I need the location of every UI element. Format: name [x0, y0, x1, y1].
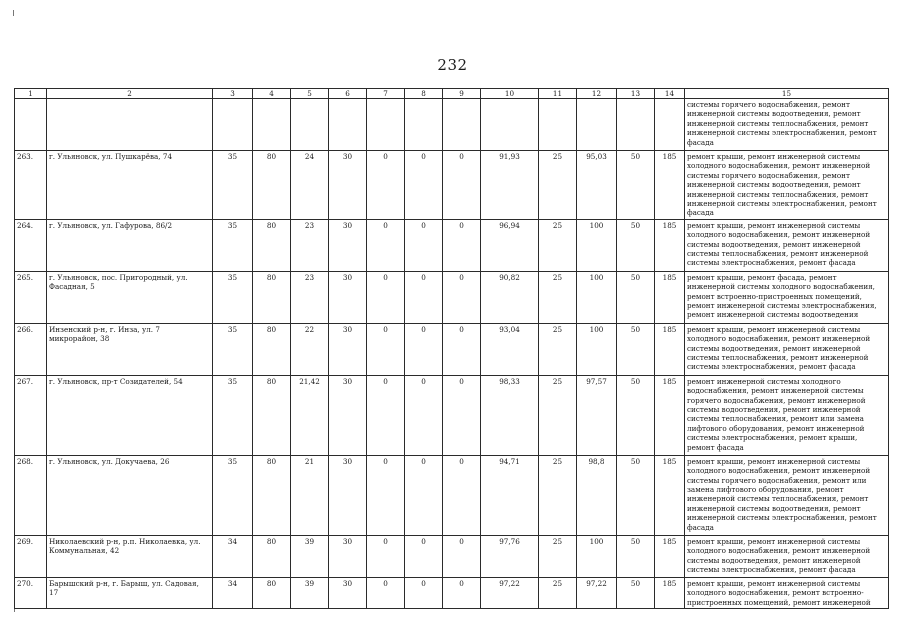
column-header: 3 — [213, 89, 253, 99]
value-cell: 0 — [405, 323, 443, 375]
value-cell: 0 — [405, 375, 443, 455]
cell — [655, 99, 685, 151]
value-cell: 25 — [539, 577, 577, 608]
cell — [405, 99, 443, 151]
value-cell: 100 — [577, 323, 617, 375]
value-cell: 0 — [367, 323, 405, 375]
address-cell: Барышский р-н, г. Барыш, ул. Садовая, 17 — [47, 577, 213, 608]
value-cell: 80 — [253, 375, 291, 455]
value-cell: 185 — [655, 323, 685, 375]
value-cell: 80 — [253, 577, 291, 608]
column-header: 6 — [329, 89, 367, 99]
cell — [47, 99, 213, 151]
value-cell: 30 — [329, 219, 367, 271]
cell — [291, 99, 329, 151]
column-header: 9 — [443, 89, 481, 99]
value-cell: 0 — [443, 375, 481, 455]
value-cell: 80 — [253, 455, 291, 535]
value-cell: 0 — [443, 323, 481, 375]
value-cell: 50 — [617, 219, 655, 271]
value-cell: 39 — [291, 577, 329, 608]
address-cell: г. Ульяновск, пр-т Созидателей, 54 — [47, 375, 213, 455]
value-cell: 30 — [329, 577, 367, 608]
value-cell: 0 — [367, 219, 405, 271]
value-cell: 185 — [655, 219, 685, 271]
value-cell: 80 — [253, 151, 291, 220]
value-cell: 50 — [617, 375, 655, 455]
value-cell: 97,76 — [481, 535, 539, 577]
value-cell: 94,71 — [481, 455, 539, 535]
table-row — [15, 375, 889, 455]
row-number: 270. — [15, 577, 47, 608]
row-number: 266. — [15, 323, 47, 375]
value-cell: 50 — [617, 323, 655, 375]
value-cell: 185 — [655, 577, 685, 608]
value-cell: 95,03 — [577, 151, 617, 220]
row-number: 263. — [15, 151, 47, 220]
value-cell: 185 — [655, 375, 685, 455]
value-cell: 35 — [213, 219, 253, 271]
works-cell: системы горячего водоснабжения, ремонт инженерной системы водоотведения, ремонт инженерной системы теплоснабжения, ремонт инженерной системы электроснабжения, ремонт фасада — [685, 99, 889, 151]
value-cell: 35 — [213, 323, 253, 375]
value-cell: 90,82 — [481, 271, 539, 323]
value-cell: 0 — [405, 271, 443, 323]
value-cell: 23 — [291, 219, 329, 271]
value-cell: 91,93 — [481, 151, 539, 220]
cell — [15, 99, 47, 151]
cell — [577, 99, 617, 151]
table-row-continuation — [15, 99, 889, 151]
cell — [253, 99, 291, 151]
value-cell: 39 — [291, 535, 329, 577]
value-cell: 35 — [213, 151, 253, 220]
works-cell: ремонт крыши, ремонт инженерной системы холодного водоснабжения, ремонт встроенно-пристроенных помещений, ремонт инженерной — [685, 577, 889, 608]
works-cell: ремонт крыши, ремонт инженерной системы холодного водоснабжения, ремонт инженерной системы горячего водоснабжения, ремонт или замена лифтового оборудования, ремонт инженерной системы теплоснабжения, ремонт инженерной системы водоотведения, ремонт инженерной системы электроснабжения, ремонт фасада — [685, 455, 889, 535]
row-number: 267. — [15, 375, 47, 455]
address-cell: Инзенский р-н, г. Инза, ул. 7 микрорайон, 38 — [47, 323, 213, 375]
cell — [329, 99, 367, 151]
value-cell: 35 — [213, 455, 253, 535]
cell — [367, 99, 405, 151]
column-header: 13 — [617, 89, 655, 99]
value-cell: 185 — [655, 535, 685, 577]
row-number: 269. — [15, 535, 47, 577]
table-row — [15, 219, 889, 271]
value-cell: 21,42 — [291, 375, 329, 455]
value-cell: 25 — [539, 151, 577, 220]
table-row — [15, 271, 889, 323]
cell — [213, 99, 253, 151]
column-header: 10 — [481, 89, 539, 99]
value-cell: 100 — [577, 219, 617, 271]
value-cell: 25 — [539, 271, 577, 323]
column-header: 11 — [539, 89, 577, 99]
value-cell: 25 — [539, 323, 577, 375]
capital-repair-table — [14, 88, 889, 609]
row-number: 265. — [15, 271, 47, 323]
scan-artifact — [13, 10, 14, 16]
value-cell: 25 — [539, 219, 577, 271]
value-cell: 0 — [443, 219, 481, 271]
value-cell: 23 — [291, 271, 329, 323]
table-row — [15, 323, 889, 375]
value-cell: 50 — [617, 535, 655, 577]
value-cell: 30 — [329, 323, 367, 375]
address-cell: г. Ульяновск, пос. Пригородный, ул. Фасадная, 5 — [47, 271, 213, 323]
value-cell: 34 — [213, 577, 253, 608]
value-cell: 0 — [405, 151, 443, 220]
column-header: 7 — [367, 89, 405, 99]
value-cell: 97,22 — [577, 577, 617, 608]
value-cell: 93,04 — [481, 323, 539, 375]
column-header: 12 — [577, 89, 617, 99]
value-cell: 25 — [539, 535, 577, 577]
value-cell: 25 — [539, 455, 577, 535]
value-cell: 0 — [443, 271, 481, 323]
table-row — [15, 577, 889, 608]
value-cell: 30 — [329, 375, 367, 455]
value-cell: 0 — [443, 535, 481, 577]
page-number: 232 — [437, 56, 468, 74]
table-row — [15, 535, 889, 577]
row-number: 264. — [15, 219, 47, 271]
works-cell: ремонт крыши, ремонт инженерной системы холодного водоснабжения, ремонт инженерной системы водоотведения, ремонт инженерной системы электроснабжения, ремонт фасада — [685, 535, 889, 577]
value-cell: 100 — [577, 535, 617, 577]
value-cell: 50 — [617, 151, 655, 220]
address-cell: г. Ульяновск, ул. Докучаева, 26 — [47, 455, 213, 535]
value-cell: 30 — [329, 151, 367, 220]
works-cell: ремонт крыши, ремонт инженерной системы холодного водоснабжения, ремонт инженерной системы горячего водоснабжения, ремонт инженерной системы водоотведения, ремонт инженерной системы теплоснабжения, ремонт инженерной системы электроснабжения, ремонт фасада — [685, 151, 889, 220]
column-header: 2 — [47, 89, 213, 99]
value-cell: 34 — [213, 535, 253, 577]
column-header: 5 — [291, 89, 329, 99]
value-cell: 97,57 — [577, 375, 617, 455]
value-cell: 0 — [443, 455, 481, 535]
column-header: 14 — [655, 89, 685, 99]
value-cell: 50 — [617, 577, 655, 608]
column-header: 4 — [253, 89, 291, 99]
value-cell: 100 — [577, 271, 617, 323]
value-cell: 50 — [617, 455, 655, 535]
works-cell: ремонт крыши, ремонт фасада, ремонт инженерной системы холодного водоснабжения, ремонт встроенно-пристроенных помещений, ремонт инженерной системы электроснабжения, ремонт инженерной системы водоотведения — [685, 271, 889, 323]
cell — [539, 99, 577, 151]
value-cell: 0 — [405, 455, 443, 535]
column-header: 15 — [685, 89, 889, 99]
value-cell: 80 — [253, 323, 291, 375]
value-cell: 185 — [655, 151, 685, 220]
value-cell: 35 — [213, 375, 253, 455]
value-cell: 24 — [291, 151, 329, 220]
value-cell: 0 — [405, 535, 443, 577]
value-cell: 0 — [367, 535, 405, 577]
value-cell: 25 — [539, 375, 577, 455]
column-header: 1 — [15, 89, 47, 99]
value-cell: 0 — [443, 577, 481, 608]
value-cell: 80 — [253, 271, 291, 323]
value-cell: 98,8 — [577, 455, 617, 535]
value-cell: 0 — [367, 375, 405, 455]
value-cell: 80 — [253, 535, 291, 577]
value-cell: 185 — [655, 455, 685, 535]
value-cell: 0 — [405, 577, 443, 608]
cell — [617, 99, 655, 151]
value-cell: 98,33 — [481, 375, 539, 455]
table-row — [15, 455, 889, 535]
value-cell: 96,94 — [481, 219, 539, 271]
value-cell: 30 — [329, 535, 367, 577]
value-cell: 30 — [329, 271, 367, 323]
works-cell: ремонт инженерной системы холодного водоснабжения, ремонт инженерной системы горячего водоснабжения, ремонт инженерной системы водоотведения, ремонт инженерной системы теплоснабжения, ремонт или замена лифтового оборудования, ремонт инженерной системы электроснабжения, ремонт крыши, ремонт фасада — [685, 375, 889, 455]
value-cell: 80 — [253, 219, 291, 271]
table-row — [15, 151, 889, 220]
header-row — [15, 89, 889, 99]
value-cell: 50 — [617, 271, 655, 323]
value-cell: 0 — [367, 151, 405, 220]
value-cell: 30 — [329, 455, 367, 535]
value-cell: 21 — [291, 455, 329, 535]
address-cell: г. Ульяновск, ул. Пушкарёва, 74 — [47, 151, 213, 220]
cell — [481, 99, 539, 151]
value-cell: 0 — [367, 577, 405, 608]
value-cell: 0 — [405, 219, 443, 271]
cell — [443, 99, 481, 151]
value-cell: 35 — [213, 271, 253, 323]
value-cell: 0 — [443, 151, 481, 220]
row-number: 268. — [15, 455, 47, 535]
works-cell: ремонт крыши, ремонт инженерной системы холодного водоснабжения, ремонт инженерной системы водоотведения, ремонт инженерной системы теплоснабжения, ремонт инженерной системы электроснабжения, ремонт фасада — [685, 219, 889, 271]
value-cell: 185 — [655, 271, 685, 323]
value-cell: 0 — [367, 271, 405, 323]
value-cell: 0 — [367, 455, 405, 535]
column-header: 8 — [405, 89, 443, 99]
works-cell: ремонт крыши, ремонт инженерной системы холодного водоснабжения, ремонт инженерной системы водоотведения, ремонт инженерной системы теплоснабжения, ремонт инженерной системы электроснабжения, ремонт фасада — [685, 323, 889, 375]
address-cell: Николаевский р-н, р.п. Николаевка, ул. Коммунальная, 42 — [47, 535, 213, 577]
value-cell: 22 — [291, 323, 329, 375]
value-cell: 97,22 — [481, 577, 539, 608]
address-cell: г. Ульяновск, ул. Гафурова, 86/2 — [47, 219, 213, 271]
